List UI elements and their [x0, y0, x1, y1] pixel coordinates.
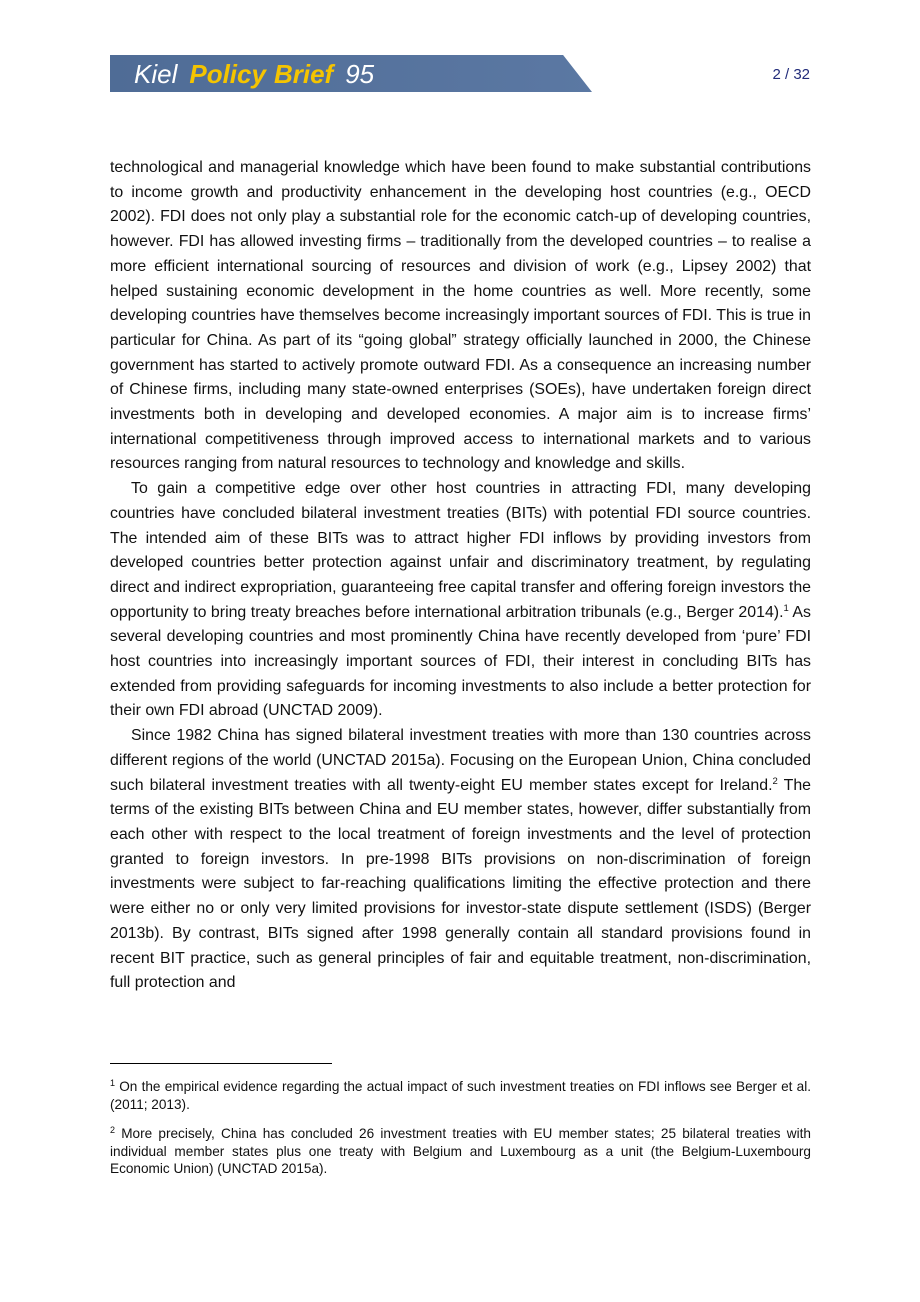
paragraph-3-text-b: The terms of the existing BITs between China and EU member states, however, differ substantially from each other with respect to the local treatment of foreign investments and the level of protection granted to foreign investors. In pre-1998 BITs provisions on non-discrimination of foreign investments were subject to far-reaching qualifications limiting the effective protection and there were either no or only very limited provisions for investor-state dispute settlement (ISDS) (Berger 2013b). By contrast, BITs signed after 1998 generally contain all standard provisions found in recent BIT practice, such as general principles of fair and equitable treatment, non-discrimination, full protection and: [110, 776, 811, 992]
brand-word-policy: Policy: [189, 59, 266, 89]
footnote-ref-1[interactable]: 1: [783, 602, 789, 614]
footnotes: [110, 1078, 811, 1190]
footnote-2: [110, 1125, 811, 1178]
footnote-ref-2[interactable]: 2: [772, 775, 778, 787]
footnote-divider: [110, 1063, 332, 1064]
paragraph-2: [110, 477, 811, 724]
paragraph-2-text-b: As several developing countries and most prominently China have recently developed from ‘pure’ FDI host countries into increasingly important sources of FDI, their interest in concluding BITs has extended from providing safeguards for incoming investments to also include a better protection for their own FDI abroad (UNCTAD 2009).: [110, 603, 811, 720]
footnote-1-marker: 1: [110, 1078, 116, 1088]
footnote-2-text: More precisely, China has concluded 26 investment treaties with EU member states; 25 bilateral treaties with individual member states plus one treaty with Belgium and Luxembourg as a unit (the Belgium-Luxembourg Economic Union) (UNCTAD 2015a).: [110, 1126, 811, 1177]
paragraph-1: technological and managerial knowledge which have been found to make substantial contributions to income growth and productivity enhancement in the developing host countries (e.g., OECD 2002). FDI does not only play a substantial role for the economic catch-up of developing countries, however. FDI has allowed investing firms – traditionally from the developed countries – to realise a more efficient international sourcing of resources and division of work (e.g., Lipsey 2002) that helped sustaining economic development in the home countries as well. More recently, some developing countries have themselves become increasingly important sources of FDI. This is true in particular for China. As part of its “going global” strategy officially launched in 2000, the Chinese government has started to actively promote outward FDI. As a consequence an increasing number of Chinese firms, including many state-owned enterprises (SOEs), have undertaken foreign direct investments both in developing and developed economies. A major aim is to increase firms’ international competitiveness through improved access to international markets and to various resources ranging from natural resources to technology and knowledge and skills.: [110, 159, 811, 473]
issue-number: 95: [345, 59, 375, 89]
page-indicator: 2 / 32: [772, 66, 810, 83]
body-text: [110, 156, 811, 996]
footnote-1: [110, 1078, 811, 1113]
brand-word-kiel: Kiel: [134, 59, 178, 89]
paragraph-3: [110, 724, 811, 996]
footnote-2-marker: 2: [110, 1125, 116, 1136]
footnote-1-text: On the empirical evidence regarding the actual impact of such investment treaties on FDI inflows see Berger et al. (2011; 2013).: [110, 1079, 811, 1112]
paragraph-2-text-a: To gain a competitive edge over other host countries in attracting FDI, many developing countries have concluded bilateral investment treaties (BITs) with potential FDI source countries. The intended aim of these BITs was to attract higher FDI inflows by providing investors from developed countries better protection against unfair and discriminatory treatment, by regulating direct and indirect expropriation, guaranteeing free capital transfer and offering foreign investors the opportunity to bring treaty breaches before international arbitration tribunals (e.g., Berger 2014).: [110, 480, 811, 621]
publication-title: [134, 56, 374, 92]
paragraph-3-text-a: Since 1982 China has signed bilateral investment treaties with more than 130 countries across different regions of the world (UNCTAD 2015a). Focusing on the European Union, China concluded such bilateral investment treaties with all twenty-eight EU member states except for Ireland.: [110, 727, 811, 794]
brand-word-brief: Brief: [273, 59, 334, 89]
